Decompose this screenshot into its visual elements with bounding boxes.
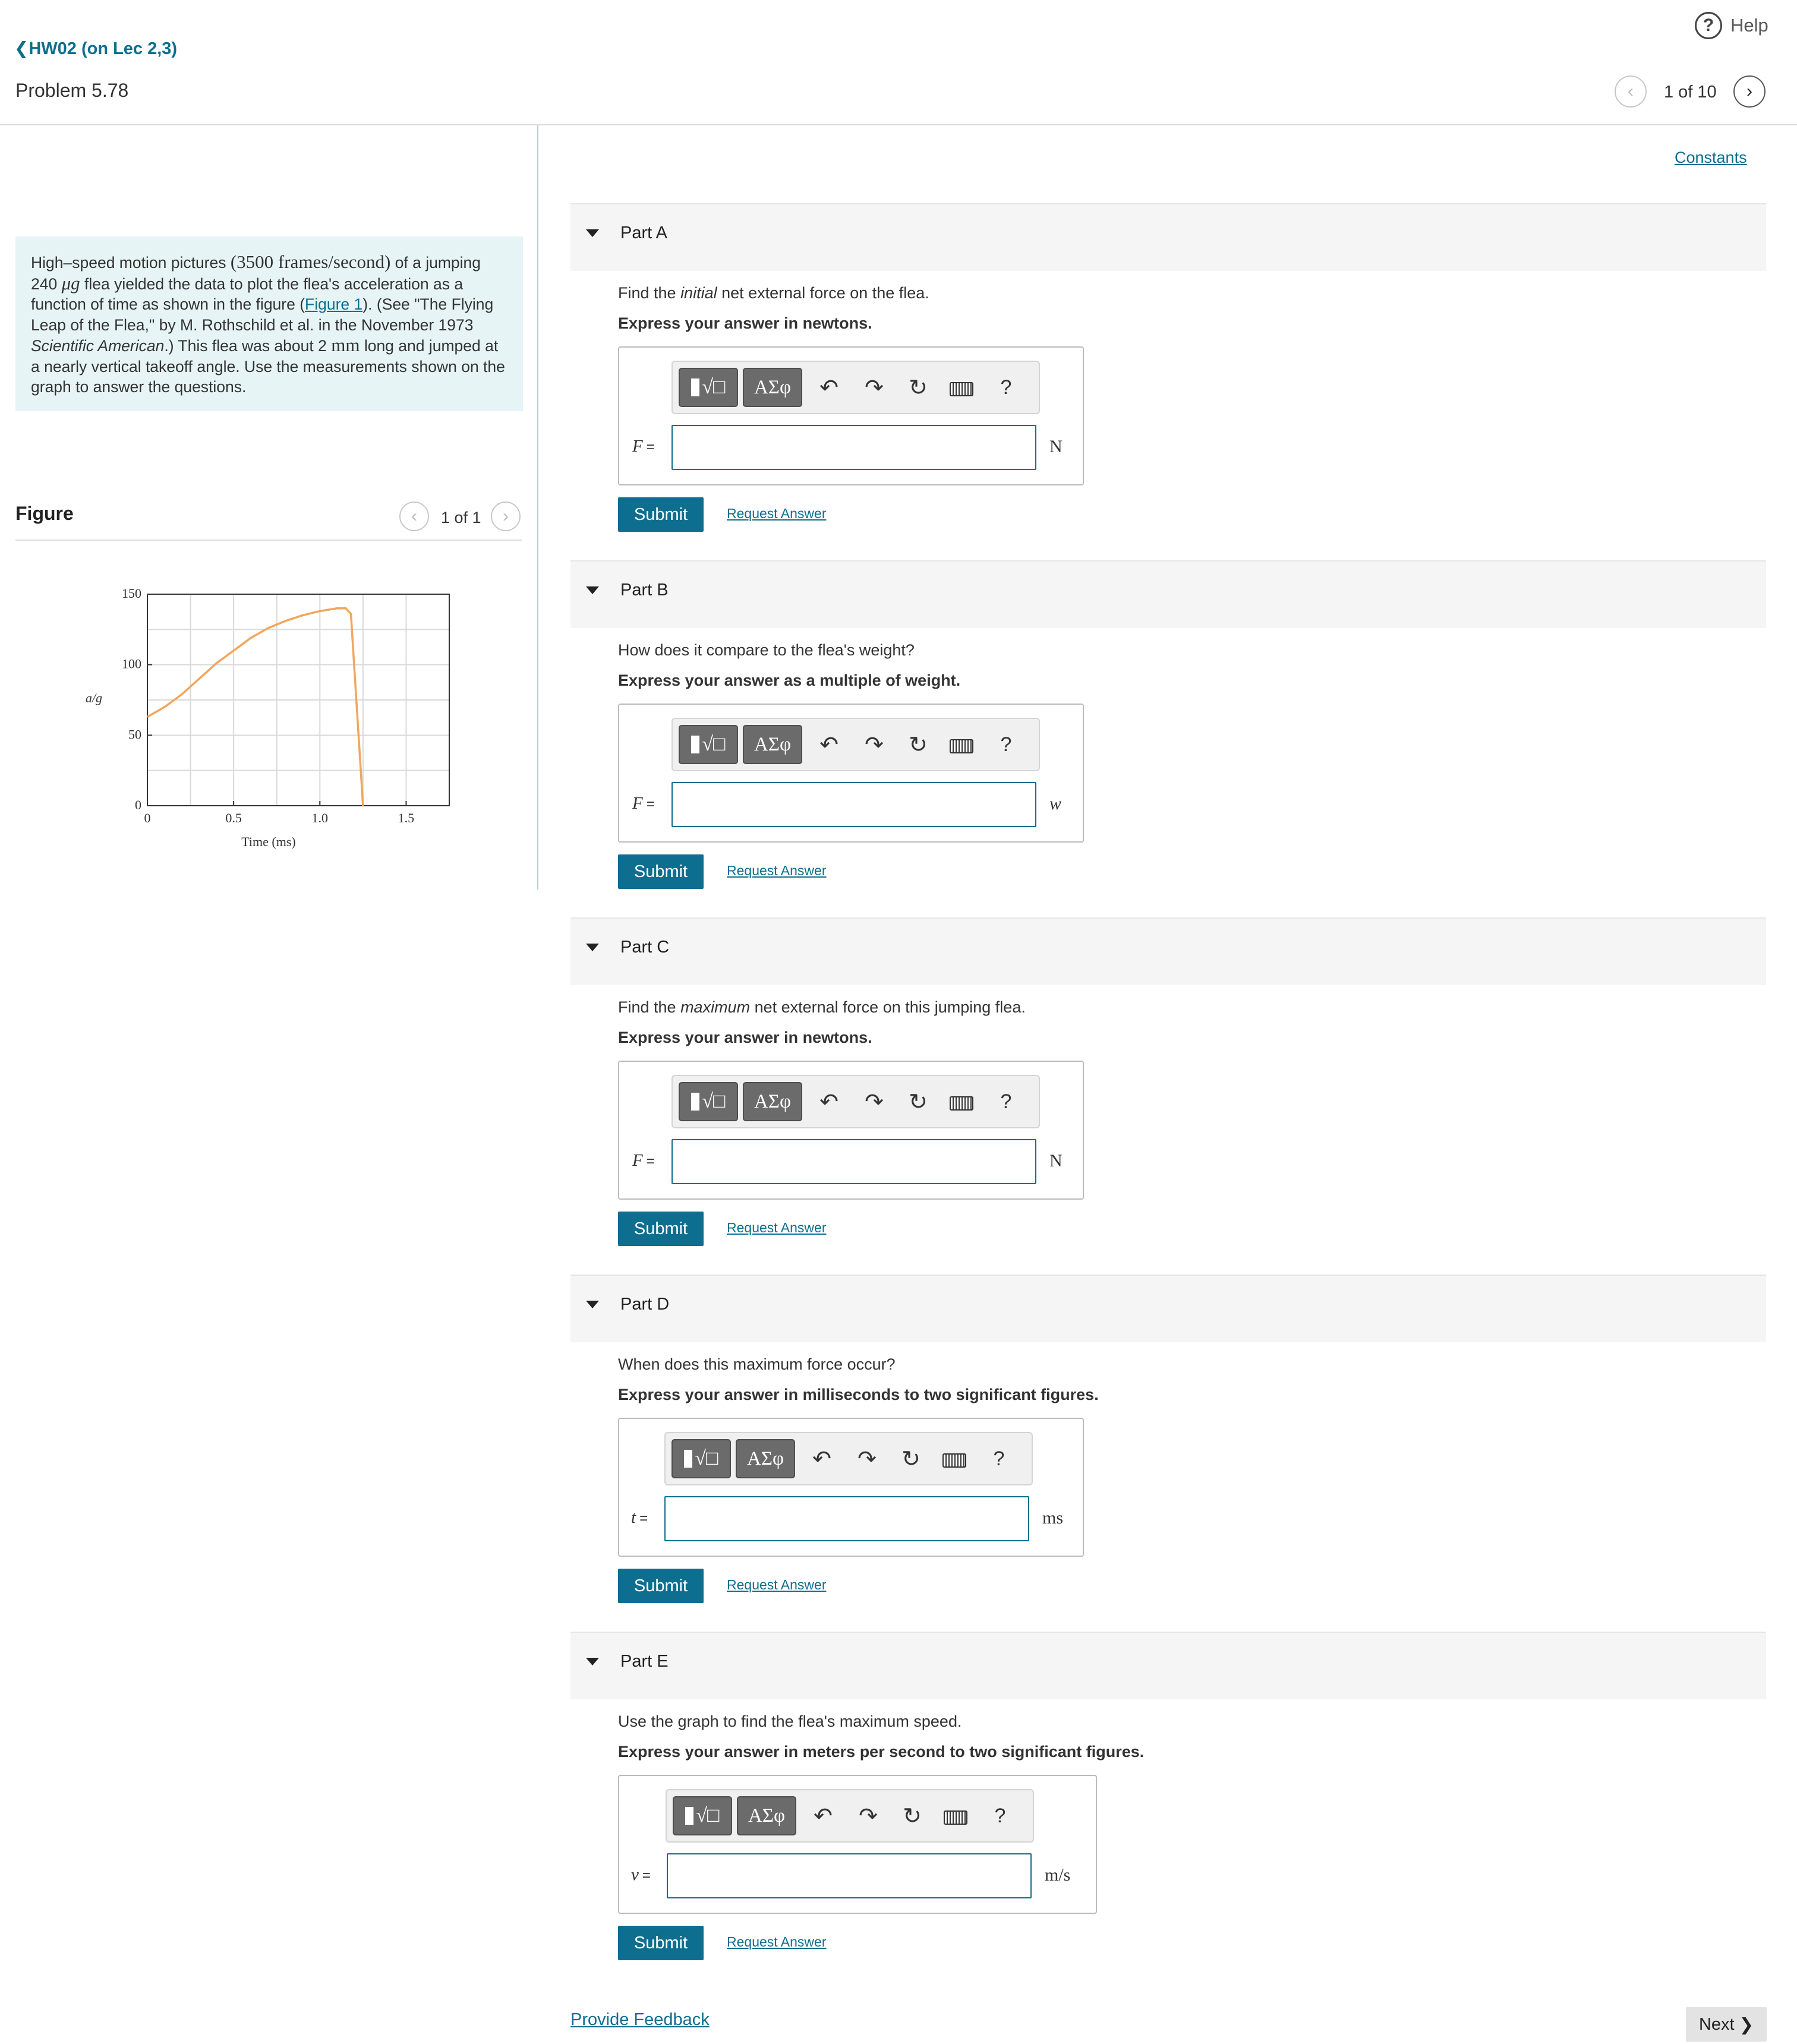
- chevron-right-icon: ❯: [1739, 2015, 1754, 2034]
- y-axis-label: a/g: [85, 690, 103, 705]
- part-instruction: Express your answer in newtons.: [618, 314, 872, 332]
- collapse-triangle-icon: [586, 229, 599, 237]
- keyboard-icon[interactable]: [950, 739, 973, 753]
- chevron-left-icon: ❮: [14, 39, 29, 58]
- part-header[interactable]: [570, 1275, 1766, 1342]
- back-link-label: HW02 (on Lec 2,3): [29, 39, 178, 58]
- provide-feedback-link[interactable]: Provide Feedback: [570, 2010, 710, 2029]
- part-title: Part B: [620, 581, 669, 600]
- equals-sign: =: [646, 439, 655, 455]
- answer-box: [618, 346, 1084, 485]
- collapse-triangle-icon: [586, 1658, 599, 1666]
- variable-label: [631, 1865, 651, 1885]
- math-toolbar: [671, 718, 1040, 771]
- greek-symbols-button[interactable]: ΑΣφ: [743, 725, 802, 764]
- toolbar-help-button[interactable]: ?: [993, 1447, 1005, 1470]
- collapse-triangle-icon: [586, 1301, 599, 1308]
- part-instruction: Express your answer as a multiple of weight.: [618, 671, 961, 689]
- part-title: Part C: [620, 938, 670, 957]
- equals-sign: =: [639, 1510, 648, 1526]
- figure-next-button[interactable]: [491, 501, 521, 531]
- reset-icon[interactable]: ↻: [909, 732, 928, 758]
- template-button[interactable]: [679, 368, 738, 407]
- toolbar-help-button[interactable]: ?: [1000, 376, 1012, 399]
- answer-input[interactable]: [671, 1139, 1036, 1184]
- question-emphasis: initial: [680, 284, 717, 302]
- collapse-triangle-icon: [586, 586, 599, 594]
- intro-text: long and jumped at a nearly vertical takeoff angle. Use the measurements shown on the graph to answer the questions.: [31, 337, 505, 396]
- chevron-right-icon: ›: [1746, 81, 1752, 101]
- request-answer-link[interactable]: Request Answer: [727, 1934, 827, 1950]
- answer-unit: m/s: [1045, 1865, 1071, 1885]
- submit-button[interactable]: Submit: [618, 1569, 704, 1603]
- template-button[interactable]: [673, 1796, 732, 1835]
- part-header[interactable]: [570, 560, 1766, 628]
- answer-box: [618, 704, 1084, 843]
- intro-math-mass-unit: μg: [61, 272, 80, 294]
- chevron-left-icon: ‹: [411, 506, 417, 526]
- chevron-right-icon: ›: [503, 506, 509, 526]
- answer-box: [618, 1418, 1084, 1557]
- variable-symbol: F: [632, 794, 643, 813]
- question-circle-icon: ?: [1695, 12, 1722, 39]
- redo-icon[interactable]: ↷: [859, 1803, 878, 1829]
- part-title: Part D: [620, 1295, 670, 1314]
- x-tick-label: 0.5: [225, 810, 242, 825]
- toolbar-help-button[interactable]: ?: [994, 1804, 1006, 1827]
- equals-sign: =: [646, 1153, 655, 1169]
- template-button[interactable]: [671, 1439, 731, 1478]
- part-instruction: Express your answer in meters per second to two significant figures.: [618, 1743, 1145, 1761]
- y-tick-label: 150: [122, 586, 141, 601]
- variable-symbol: v: [631, 1865, 639, 1884]
- intro-math-length-unit: mm: [331, 335, 360, 355]
- intro-math-fps: (3500 frames/second): [230, 251, 391, 272]
- sqrt-icon: √□: [702, 1090, 726, 1112]
- part-instruction: Express your answer in milliseconds to two significant figures.: [618, 1386, 1099, 1403]
- help-link[interactable]: [1695, 11, 1768, 40]
- sqrt-icon: √□: [695, 1447, 718, 1469]
- answer-unit: N: [1049, 437, 1063, 456]
- submit-button[interactable]: Submit: [618, 854, 704, 889]
- redo-icon[interactable]: ↷: [857, 1446, 877, 1472]
- submit-button[interactable]: Submit: [618, 497, 704, 532]
- y-tick-label: 50: [128, 727, 141, 742]
- submit-button[interactable]: Submit: [618, 1212, 704, 1246]
- request-answer-link[interactable]: Request Answer: [727, 1220, 827, 1235]
- figure-previous-button[interactable]: [399, 501, 429, 531]
- keyboard-icon[interactable]: [942, 1453, 966, 1468]
- part-question: [618, 998, 1026, 1017]
- template-button[interactable]: [679, 1082, 738, 1121]
- redo-icon[interactable]: ↷: [865, 732, 884, 758]
- variable-label: [632, 794, 655, 813]
- undo-icon[interactable]: ↶: [812, 1446, 831, 1472]
- equals-sign: =: [642, 1868, 651, 1884]
- part-question: [618, 641, 915, 660]
- variable-symbol: F: [632, 437, 643, 456]
- variable-symbol: t: [631, 1508, 636, 1527]
- panel-divider: [537, 125, 538, 889]
- reset-icon[interactable]: ↻: [909, 1089, 928, 1115]
- next-label: Next: [1698, 2014, 1735, 2034]
- y-tick-label: 0: [135, 797, 141, 812]
- question-text: Find the: [618, 998, 681, 1016]
- acceleration-series-line: [147, 608, 363, 806]
- problem-title: Problem 5.78: [15, 80, 129, 101]
- next-problem-button[interactable]: [1733, 75, 1766, 108]
- greek-symbols-button[interactable]: ΑΣφ: [736, 1439, 795, 1478]
- reset-icon[interactable]: ↻: [909, 375, 928, 400]
- intro-text: ). (See "The Flying Leap of the Flea," by M. Rothschild et al. in the November 1973: [31, 295, 494, 334]
- variable-label: [632, 1151, 655, 1171]
- question-text: net external force on the flea.: [717, 284, 929, 302]
- intro-text: flea yielded the data to plot the flea's acceleration as a function of time as shown in the figure (: [31, 275, 464, 313]
- math-toolbar: [671, 1075, 1040, 1128]
- question-text: How does it compare to the flea's weight?: [618, 641, 915, 659]
- figure-link[interactable]: Figure 1: [305, 295, 363, 313]
- template-sqrt-icon: [691, 1093, 699, 1111]
- problem-intro: [15, 236, 523, 411]
- equals-sign: =: [646, 796, 655, 812]
- previous-problem-button[interactable]: [1615, 75, 1647, 108]
- toolbar-help-button[interactable]: ?: [1000, 733, 1012, 756]
- intro-text: High–speed motion pictures: [31, 254, 231, 272]
- sqrt-icon: √□: [702, 733, 726, 755]
- x-tick-label: 0: [144, 810, 151, 825]
- variable-label: [631, 1508, 648, 1528]
- template-button[interactable]: [679, 725, 738, 764]
- answer-unit: ms: [1042, 1508, 1064, 1528]
- answer-input[interactable]: [671, 782, 1036, 827]
- answer-box: [618, 1775, 1097, 1914]
- redo-icon[interactable]: ↷: [865, 1089, 884, 1115]
- submit-button[interactable]: Submit: [618, 1926, 704, 1960]
- undo-icon[interactable]: ↶: [819, 375, 838, 400]
- keyboard-icon[interactable]: [950, 1096, 973, 1111]
- answer-input[interactable]: [667, 1853, 1032, 1898]
- greek-symbols-button[interactable]: ΑΣφ: [743, 1082, 802, 1121]
- request-answer-link[interactable]: Request Answer: [727, 863, 827, 878]
- next-button[interactable]: [1686, 2007, 1767, 2042]
- answer-input[interactable]: [671, 425, 1036, 470]
- part-header[interactable]: [570, 1632, 1766, 1699]
- keyboard-icon[interactable]: [944, 1810, 967, 1825]
- math-toolbar: [664, 1432, 1033, 1485]
- problem-counter: 1 of 10: [1664, 83, 1717, 102]
- part-instruction: Express your answer in newtons.: [618, 1029, 872, 1046]
- acceleration-chart: [71, 570, 464, 856]
- figure-divider: [15, 540, 522, 541]
- template-sqrt-icon: [691, 378, 699, 396]
- request-answer-link[interactable]: Request Answer: [727, 506, 827, 521]
- part-question: [618, 284, 929, 302]
- template-sqrt-icon: [691, 736, 699, 753]
- undo-icon[interactable]: ↶: [819, 1089, 838, 1115]
- question-text: Use the graph to find the flea's maximum speed.: [618, 1712, 962, 1730]
- part-question: [618, 1355, 896, 1374]
- variable-symbol: F: [632, 1151, 643, 1170]
- help-label: Help: [1730, 15, 1768, 36]
- chevron-left-icon: ‹: [1628, 81, 1634, 101]
- greek-symbols-button[interactable]: ΑΣφ: [743, 368, 802, 407]
- sqrt-icon: √□: [702, 376, 726, 398]
- back-link[interactable]: [14, 38, 177, 59]
- request-answer-link[interactable]: Request Answer: [727, 1577, 827, 1592]
- part-header[interactable]: [570, 203, 1766, 271]
- sqrt-icon: √□: [696, 1805, 720, 1827]
- figure-title: Figure: [15, 503, 74, 524]
- part-title: Part A: [620, 223, 667, 242]
- figure-counter: 1 of 1: [441, 509, 481, 526]
- greek-symbols-button[interactable]: ΑΣφ: [737, 1796, 796, 1835]
- keyboard-icon[interactable]: [950, 382, 973, 396]
- intro-journal: Scientific American: [31, 337, 165, 355]
- question-text: When does this maximum force occur?: [618, 1355, 896, 1373]
- x-axis-label: Time (ms): [241, 834, 296, 849]
- variable-label: [632, 437, 655, 456]
- collapse-triangle-icon: [586, 944, 599, 951]
- part-header[interactable]: [570, 917, 1766, 985]
- math-toolbar: [671, 361, 1040, 414]
- reset-icon[interactable]: ↻: [901, 1446, 920, 1472]
- reset-icon[interactable]: ↻: [903, 1803, 922, 1829]
- header-divider: [0, 124, 1797, 125]
- math-toolbar: [666, 1789, 1034, 1843]
- part-question: [618, 1712, 961, 1731]
- part-title: Part E: [620, 1652, 669, 1671]
- question-emphasis: maximum: [680, 998, 751, 1016]
- redo-icon[interactable]: ↷: [865, 375, 884, 400]
- answer-box: [618, 1061, 1084, 1200]
- template-sqrt-icon: [685, 1807, 693, 1825]
- y-tick-label: 100: [122, 656, 141, 671]
- question-text: Find the: [618, 284, 681, 302]
- constants-link[interactable]: Constants: [1675, 149, 1747, 166]
- answer-unit: w: [1049, 794, 1062, 813]
- undo-icon[interactable]: ↶: [814, 1803, 833, 1829]
- answer-input[interactable]: [664, 1496, 1029, 1541]
- answer-unit: N: [1049, 1151, 1063, 1171]
- x-tick-label: 1.0: [311, 810, 329, 825]
- undo-icon[interactable]: ↶: [819, 732, 838, 758]
- question-text: net external force on this jumping flea.: [750, 998, 1026, 1016]
- x-tick-label: 1.5: [398, 810, 415, 825]
- toolbar-help-button[interactable]: ?: [1000, 1090, 1012, 1113]
- intro-text: of a jumping 240: [31, 254, 481, 293]
- intro-text: .) This flea was about 2: [164, 337, 332, 355]
- template-sqrt-icon: [684, 1450, 692, 1468]
